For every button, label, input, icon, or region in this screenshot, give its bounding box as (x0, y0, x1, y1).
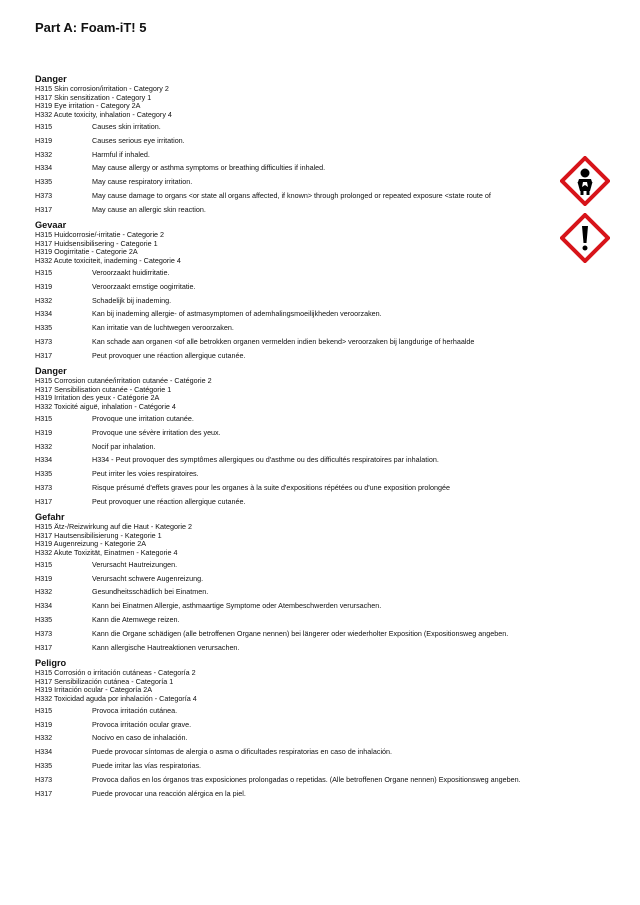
hazard-code: H319 (35, 719, 53, 729)
hazard-code: H335 (35, 761, 53, 771)
hazard-class-line: H319 Oogirritatie - Categorie 2A (35, 247, 138, 257)
hazard-statement-text: Kann die Organe schädigen (alle betroffenen Organe nennen) bei längerer oder wiederholter Exposition (Expositionsweg angeben. (92, 629, 509, 639)
hazard-statement-text: H334 - Peut provoquer des symptômes allergiques ou d'asthme ou des difficultés respiratoires par inhalation. (92, 455, 439, 465)
hazard-statement-row (35, 440, 595, 454)
hazard-statement-text: Peut irriter les voies respiratoires. (92, 469, 199, 479)
hazard-statement-text: Provoca daños en los órganos tras exposiciones prolongadas o repetidas. (Alle betroffenen Organe nennen) Expositionsweg angeben. (92, 775, 521, 785)
hazard-statement-text: Risque présumé d'effets graves pour les organes à la suite d'expositions répétées ou d'une exposition prolongée (92, 483, 450, 493)
hazard-statement-row (35, 585, 595, 599)
hazard-section (35, 511, 595, 655)
signal-word-heading: Gevaar (35, 219, 67, 230)
hazard-statement-text: Peut provoquer une réaction allergique cutanée. (92, 497, 246, 507)
hazard-statement-row (35, 745, 595, 759)
hazard-statement-row (35, 335, 595, 349)
hazard-class-line: H315 Huidcorrosie/-irritatie - Categorie 2 (35, 229, 165, 239)
hazard-class-line: H332 Acute toxicity, inhalation - Category 4 (35, 110, 172, 120)
hazard-code: H317 (35, 789, 53, 799)
hazard-statement-text: Nocif par inhalation. (92, 441, 156, 451)
hazard-code: H334 (35, 747, 53, 757)
hazard-statement-row (35, 349, 595, 363)
hazard-statement-row (35, 161, 595, 175)
hazard-class-line: H315 Ätz-/Reizwirkung auf die Haut - Kategorie 2 (35, 521, 193, 531)
hazard-statement-text: Kan schade aan organen <of alle betrokken organen vermelden indien bekend> veroorzaken bij langdurige of herhaalde (92, 337, 475, 347)
hazard-class-line: H319 Eye irritation - Category 2A (35, 101, 141, 111)
hazard-code: H335 (35, 177, 53, 187)
hazard-code: H315 (35, 267, 53, 277)
hazard-statement-row (35, 641, 595, 655)
hazard-class-line: H332 Toxicité aiguë, inhalation - Catégorie 4 (35, 402, 176, 412)
hazard-statement-text: Provoque une sévère irritation des yeux. (92, 427, 221, 437)
health-hazard-icon (560, 156, 610, 206)
hazard-statement-text: Puede provocar una reacción alérgica en la piel. (92, 789, 246, 799)
hazard-statement-row (35, 787, 595, 801)
hazard-class-line: H317 Sensibilización cutánea - Categoría 1 (35, 676, 174, 686)
hazard-statement-text: Peut provoquer une réaction allergique cutanée. (92, 351, 246, 361)
hazard-code: H334 (35, 163, 53, 173)
hazard-code: H319 (35, 135, 53, 145)
hazard-statement-row (35, 148, 595, 162)
hazard-statement-row (35, 572, 595, 586)
hazard-code: H332 (35, 295, 53, 305)
hazard-code: H334 (35, 455, 53, 465)
hazard-code: H335 (35, 323, 53, 333)
signal-word-heading: Gefahr (35, 511, 65, 522)
hazard-statement-text: May cause allergy or asthma symptoms or breathing difficulties if inhaled. (92, 163, 326, 173)
hazard-statement-text: Verursacht Hautreizungen. (92, 559, 178, 569)
hazard-code: H332 (35, 441, 53, 451)
hazard-statement-text: Puede irritar las vías respiratorias. (92, 761, 202, 771)
hazard-code: H317 (35, 497, 53, 507)
hazard-statement-text: Kann bei Einatmen Allergie, asthmaartige Symptome oder Atembeschwerden verursachen. (92, 601, 382, 611)
hazard-class-line: H332 Acute toxiciteit, inademing - Categorie 4 (35, 256, 181, 266)
hazard-code: H317 (35, 205, 53, 215)
hazard-section (35, 219, 595, 363)
hazard-statement-row (35, 731, 595, 745)
hazard-statement-row (35, 280, 595, 294)
ghs07-exclamation-pictogram (560, 213, 610, 263)
hazard-code: H373 (35, 775, 53, 785)
hazard-section (35, 657, 595, 801)
hazard-statement-text: May cause respiratory irritation. (92, 177, 193, 187)
hazard-class-line: H319 Augenreizung - Kategorie 2A (35, 539, 147, 549)
hazard-statement-row (35, 134, 595, 148)
hazard-code: H373 (35, 337, 53, 347)
hazard-code: H335 (35, 469, 53, 479)
hazard-statement-row (35, 175, 595, 189)
hazard-section (35, 73, 595, 217)
exclamation-mark-icon (560, 213, 610, 263)
hazard-code: H334 (35, 601, 53, 611)
hazard-class-line: H315 Skin corrosion/irritation - Category 2 (35, 84, 169, 93)
hazard-class-line: H317 Huidsensibilisering - Categorie 1 (35, 238, 158, 248)
hazard-statement-row (35, 704, 595, 718)
hazard-code: H373 (35, 629, 53, 639)
hazard-statement-row (35, 773, 595, 787)
hazard-statement-text: May cause damage to organs <or state all organs affected, if known> through prolonged or repeated exposure <state route of (92, 191, 491, 201)
hazard-code: H317 (35, 351, 53, 361)
signal-word-heading: Danger (35, 74, 67, 84)
hazard-statement-text: Gesundheitsschädlich bei Einatmen. (92, 587, 209, 597)
hazard-code: H335 (35, 615, 53, 625)
hazard-class-line: H315 Corrosion cutanée/irritation cutanée - Catégorie 2 (35, 375, 212, 385)
hazard-statement-text: May cause an allergic skin reaction. (92, 205, 206, 215)
hazard-statement-row (35, 307, 595, 321)
hazard-statement-text: Provoque une irritation cutanée. (92, 413, 194, 423)
hazard-class-line: H317 Sensibilisation cutanée - Catégorie 1 (35, 384, 172, 394)
hazard-statement-text: Causes serious eye irritation. (92, 135, 185, 145)
hazard-statement-row (35, 426, 595, 440)
hazard-code: H315 (35, 705, 53, 715)
hazard-code: H332 (35, 733, 53, 743)
hazard-statement-row (35, 294, 595, 308)
hazard-statement-row (35, 558, 595, 572)
hazard-code: H319 (35, 281, 53, 291)
signal-word-heading: Peligro (35, 657, 67, 668)
hazard-code: H315 (35, 413, 53, 423)
hazard-section (35, 365, 595, 509)
hazard-code: H315 (35, 559, 53, 569)
hazard-class-line: H317 Skin sensitization - Category 1 (35, 92, 152, 102)
hazard-code: H315 (35, 121, 53, 131)
hazard-code: H373 (35, 191, 53, 201)
hazard-statement-row (35, 321, 595, 335)
hazard-code: H334 (35, 309, 53, 319)
hazard-statement-text: Kann die Atemwege reizen. (92, 615, 180, 625)
hazard-statement-row (35, 627, 595, 641)
hazard-statement-row (35, 495, 595, 509)
hazard-statement-text: Provoca irritación ocular grave. (92, 719, 192, 729)
hazard-class-line: H332 Toxicidad aguda por inhalación - Categoría 4 (35, 694, 197, 703)
hazard-statement-text: Harmful if inhaled. (92, 149, 150, 159)
hazard-statement-text: Veroorzaakt huidirritatie. (92, 267, 170, 277)
page-title: Part A: Foam-iT! 5 (35, 20, 147, 35)
hazard-statement-row (35, 481, 595, 495)
hazard-class-line: H315 Corrosión o irritación cutáneas - Categoría 2 (35, 667, 196, 677)
hazard-statement-text: Nocivo en caso de inhalación. (92, 733, 188, 743)
hazard-statement-row (35, 718, 595, 732)
hazard-class-line: H319 Irritación ocular - Categoría 2A (35, 685, 153, 695)
ghs08-health-hazard-pictogram (560, 156, 610, 206)
hazard-statement-row (35, 412, 595, 426)
hazard-statement-row (35, 203, 595, 217)
hazard-content (35, 71, 595, 801)
hazard-statement-text: Puede provocar síntomas de alergia o asma o dificultades respiratorias en caso de inhalación. (92, 747, 393, 757)
hazard-class-line: H319 Irritation des yeux - Catégorie 2A (35, 393, 160, 403)
hazard-code: H317 (35, 643, 53, 653)
signal-word-heading: Danger (35, 365, 67, 376)
hazard-statement-row (35, 453, 595, 467)
hazard-code: H319 (35, 427, 53, 437)
hazard-code: H332 (35, 587, 53, 597)
hazard-statement-row (35, 759, 595, 773)
hazard-code: H373 (35, 483, 53, 493)
hazard-statement-row (35, 266, 595, 280)
hazard-code: H332 (35, 149, 53, 159)
hazard-statement-text: Kan bij inademing allergie- of astmasymptomen of ademhalingsmoeilijkheden veroorzaken. (92, 309, 382, 319)
hazard-statement-text: Kan irritatie van de luchtwegen veroorzaken. (92, 323, 234, 333)
hazard-statement-text: Veroorzaakt ernstige oogirritatie. (92, 281, 196, 291)
hazard-statement-text: Kann allergische Hautreaktionen verursachen. (92, 643, 240, 653)
hazard-statement-text: Verursacht schwere Augenreizung. (92, 573, 204, 583)
hazard-statement-text: Schadelijk bij inademing. (92, 295, 172, 305)
hazard-class-line: H317 Hautsensibilisierung - Kategorie 1 (35, 530, 162, 540)
hazard-code: H319 (35, 573, 53, 583)
hazard-statement-row (35, 467, 595, 481)
hazard-statement-text: Causes skin irritation. (92, 121, 161, 131)
hazard-statement-text: Provoca irritación cutánea. (92, 705, 178, 715)
hazard-statement-row (35, 613, 595, 627)
hazard-statement-row (35, 120, 595, 134)
hazard-statement-row (35, 599, 595, 613)
hazard-class-line: H332 Akute Toxizität, Einatmen - Kategorie 4 (35, 548, 178, 558)
hazard-statement-row (35, 189, 595, 203)
